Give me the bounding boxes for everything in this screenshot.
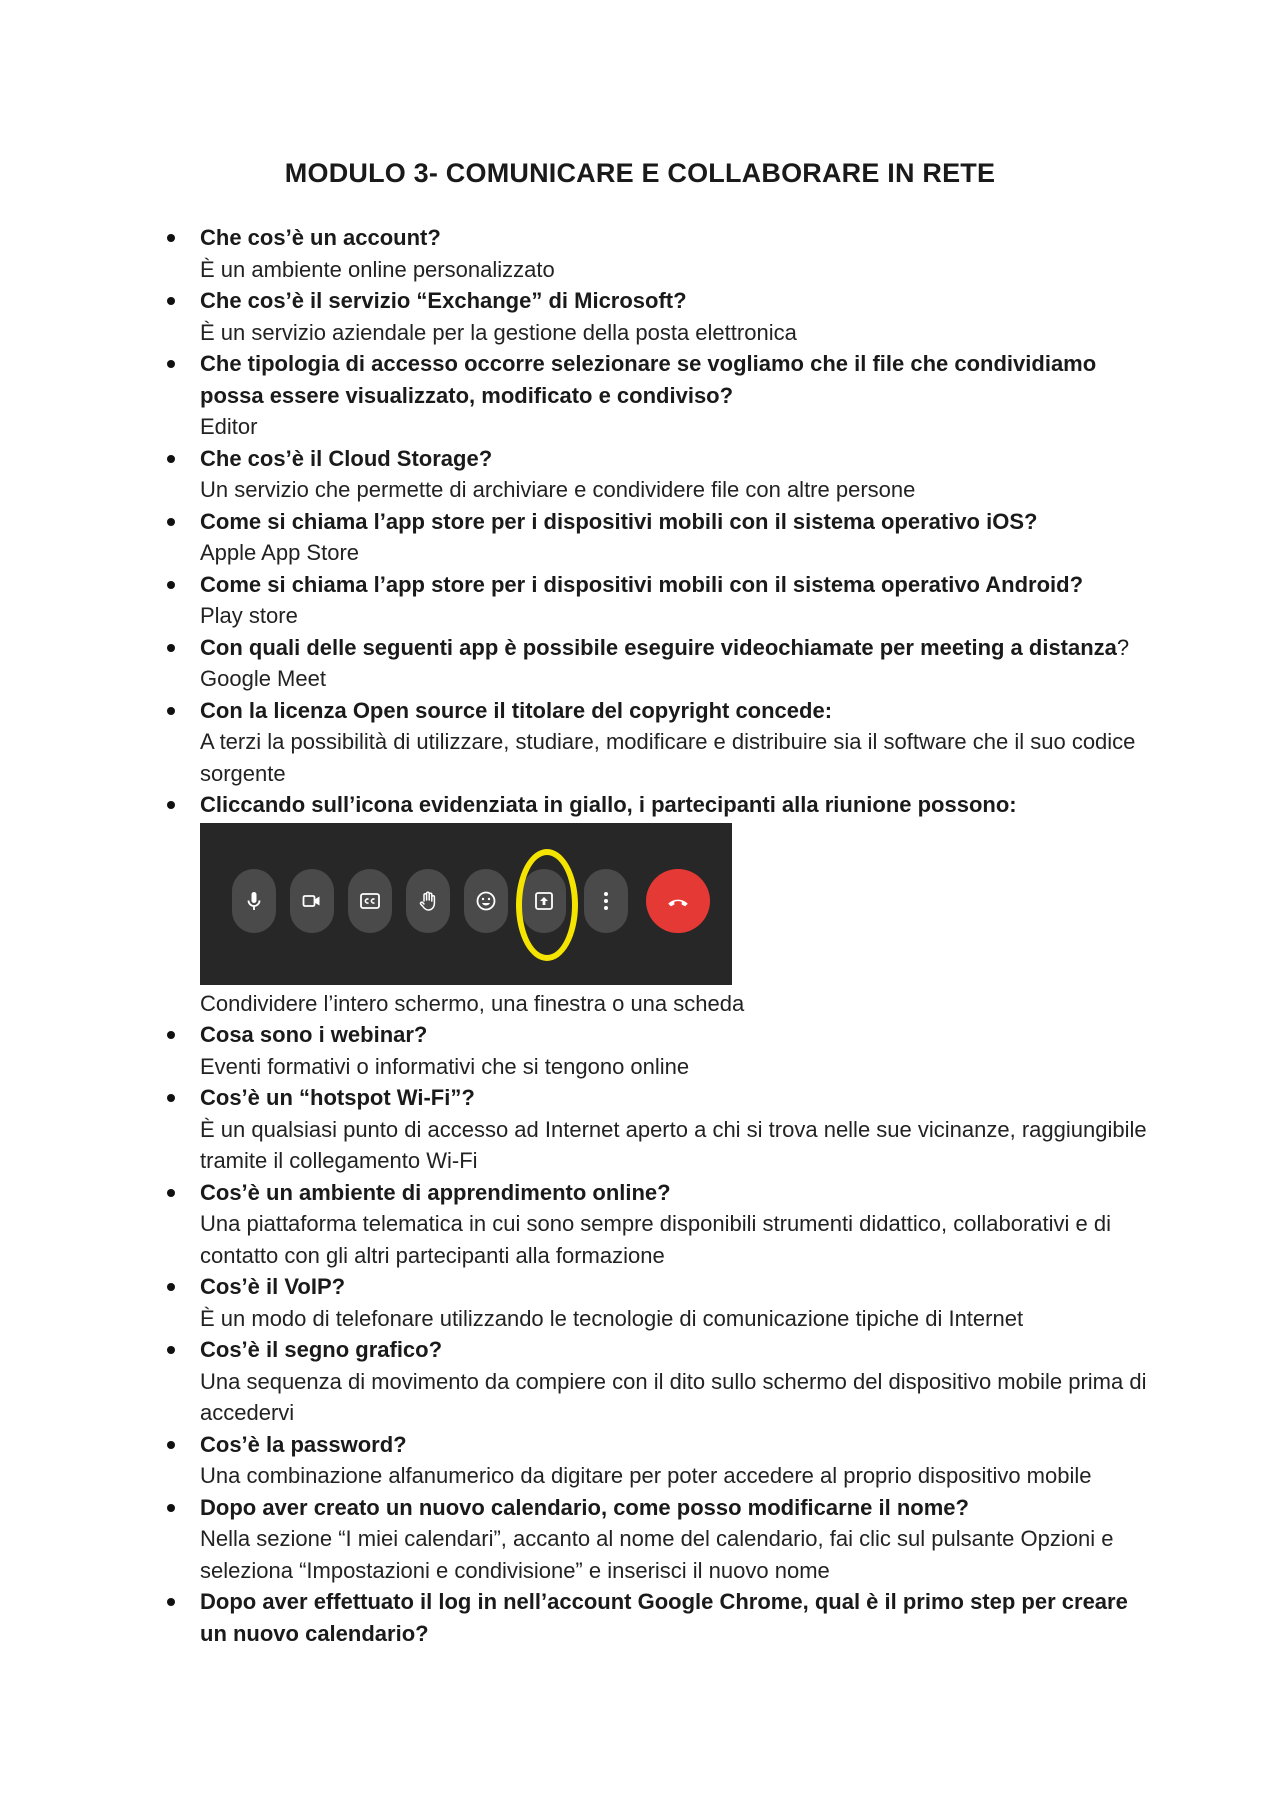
- bullet-icon: [167, 360, 175, 368]
- list-item: [200, 1334, 1160, 1429]
- list-item: [200, 506, 1160, 569]
- answer: Una piattaforma telematica in cui sono sempre disponibili strumenti didattico, collaborativi e di contatto con gli altri partecipanti alla formazione: [200, 1211, 1112, 1268]
- question: Dopo aver effettuato il log in nell’account Google Chrome, qual è il primo step per creare un nuovo calendario?: [200, 1589, 1128, 1646]
- answer: Nella sezione “I miei calendari”, accanto al nome del calendario, fai clic sul pulsante Opzioni e seleziona “Impostazioni e condivisione” e inserisci il nuovo nome: [200, 1526, 1114, 1583]
- bullet-icon: [167, 1598, 175, 1606]
- question: Come si chiama l’app store per i dispositivi mobili con il sistema operativo Android?: [200, 571, 1084, 597]
- question: Cos’è un “hotspot Wi-Fi”?: [200, 1085, 475, 1110]
- question: Cliccando sull’icona evidenziata in giallo, i partecipanti alla riunione possono:: [200, 792, 1017, 817]
- question-text: Con quali delle seguenti app è possibile eseguire videochiamate per meeting a distanza: [200, 634, 1117, 660]
- question: Cosa sono i webinar?: [200, 1022, 428, 1047]
- bullet-icon: [167, 1504, 175, 1512]
- list-item: [200, 1019, 1160, 1082]
- list-item: [200, 443, 1160, 506]
- question: Come si chiama l’app store per i dispositivi mobili con il sistema operativo iOS?: [200, 508, 1038, 534]
- list-item: [200, 569, 1160, 632]
- list-item: [200, 695, 1160, 790]
- question-mark: ?: [1116, 634, 1130, 660]
- answer: Editor: [200, 414, 258, 439]
- list-item: [200, 348, 1160, 443]
- list-item: [200, 1271, 1160, 1334]
- raise-hand-icon: [406, 869, 450, 933]
- answer: Una combinazione alfanumerico da digitare per poter accedere al proprio dispositivo mobile: [200, 1463, 1092, 1488]
- microphone-icon: [232, 869, 276, 933]
- highlight-ring: [516, 849, 578, 961]
- answer: A terzi la possibilità di utilizzare, studiare, modificare e distribuire sia il software che il suo codice sorgente: [200, 729, 1136, 786]
- list-item: [200, 285, 1160, 348]
- question: Cos’è la password?: [200, 1431, 407, 1457]
- meet-toolbar-image: [200, 823, 732, 985]
- page-title: MODULO 3- COMUNICARE E COLLABORARE IN RETE: [284, 158, 996, 188]
- bullet-icon: [167, 581, 175, 589]
- answer: È un ambiente online personalizzato: [200, 256, 555, 282]
- bullet-icon: [167, 518, 175, 526]
- answer: Una sequenza di movimento da compiere con il dito sullo schermo del dispositivo mobile prima di accedervi: [200, 1368, 1147, 1425]
- answer: Eventi formativi o informativi che si tengono online: [200, 1053, 690, 1079]
- question: Che tipologia di accesso occorre selezionare se vogliamo che il file che condividiamo possa essere visualizzato, modificato e condiviso?: [200, 351, 1097, 408]
- more-options-icon: [584, 869, 628, 933]
- question: [200, 632, 1160, 664]
- answer: Google Meet: [200, 666, 326, 691]
- list-item: [200, 632, 1160, 695]
- list-item: [200, 1492, 1160, 1587]
- end-call-icon: [646, 869, 710, 933]
- bullet-icon: [167, 801, 175, 809]
- answer: Apple App Store: [200, 540, 360, 565]
- question: Cos’è il VoIP?: [200, 1274, 346, 1299]
- list-item: [200, 1429, 1160, 1492]
- answer: È un qualsiasi punto di accesso ad Internet aperto a chi si trova nelle sue vicinanze, raggiungibile tramite il collegamento Wi-Fi: [200, 1116, 1147, 1173]
- list-item: [200, 1586, 1160, 1649]
- bullet-icon: [167, 1283, 175, 1291]
- camera-icon: [290, 869, 334, 933]
- bullet-icon: [167, 707, 175, 715]
- captions-icon: [348, 869, 392, 933]
- answer: È un modo di telefonare utilizzando le tecnologie di comunicazione tipiche di Internet: [200, 1305, 1024, 1331]
- question: Cos’è il segno grafico?: [200, 1337, 443, 1362]
- list-item: [200, 789, 1160, 1019]
- list-item: [200, 1082, 1160, 1177]
- question: Cos’è un ambiente di apprendimento online?: [200, 1179, 671, 1205]
- answer: Condividere l’intero schermo, una finestra o una scheda: [200, 990, 745, 1016]
- bullet-icon: [167, 234, 175, 242]
- question: Dopo aver creato un nuovo calendario, come posso modificarne il nome?: [200, 1494, 969, 1520]
- bullet-icon: [167, 1346, 175, 1354]
- bullet-icon: [167, 644, 175, 652]
- bullet-icon: [167, 1031, 175, 1039]
- bullet-icon: [167, 1189, 175, 1197]
- bullet-icon: [167, 297, 175, 305]
- question: Che cos’è il servizio “Exchange” di Microsoft?: [200, 288, 687, 313]
- bullet-icon: [167, 1441, 175, 1449]
- bullet-icon: [167, 1094, 175, 1102]
- question: Che cos’è il Cloud Storage?: [200, 445, 493, 471]
- answer: Un servizio che permette di archiviare e condividere file con altre persone: [200, 477, 916, 502]
- emoji-icon: [464, 869, 508, 933]
- question-list: [200, 222, 1160, 1649]
- question: Con la licenza Open source il titolare del copyright concede:: [200, 697, 833, 723]
- answer: È un servizio aziendale per la gestione della posta elettronica: [200, 319, 797, 345]
- list-item: [200, 222, 1160, 285]
- question: Che cos’è un account?: [200, 225, 441, 250]
- bullet-icon: [167, 455, 175, 463]
- answer: Play store: [200, 603, 298, 628]
- list-item: [200, 1177, 1160, 1272]
